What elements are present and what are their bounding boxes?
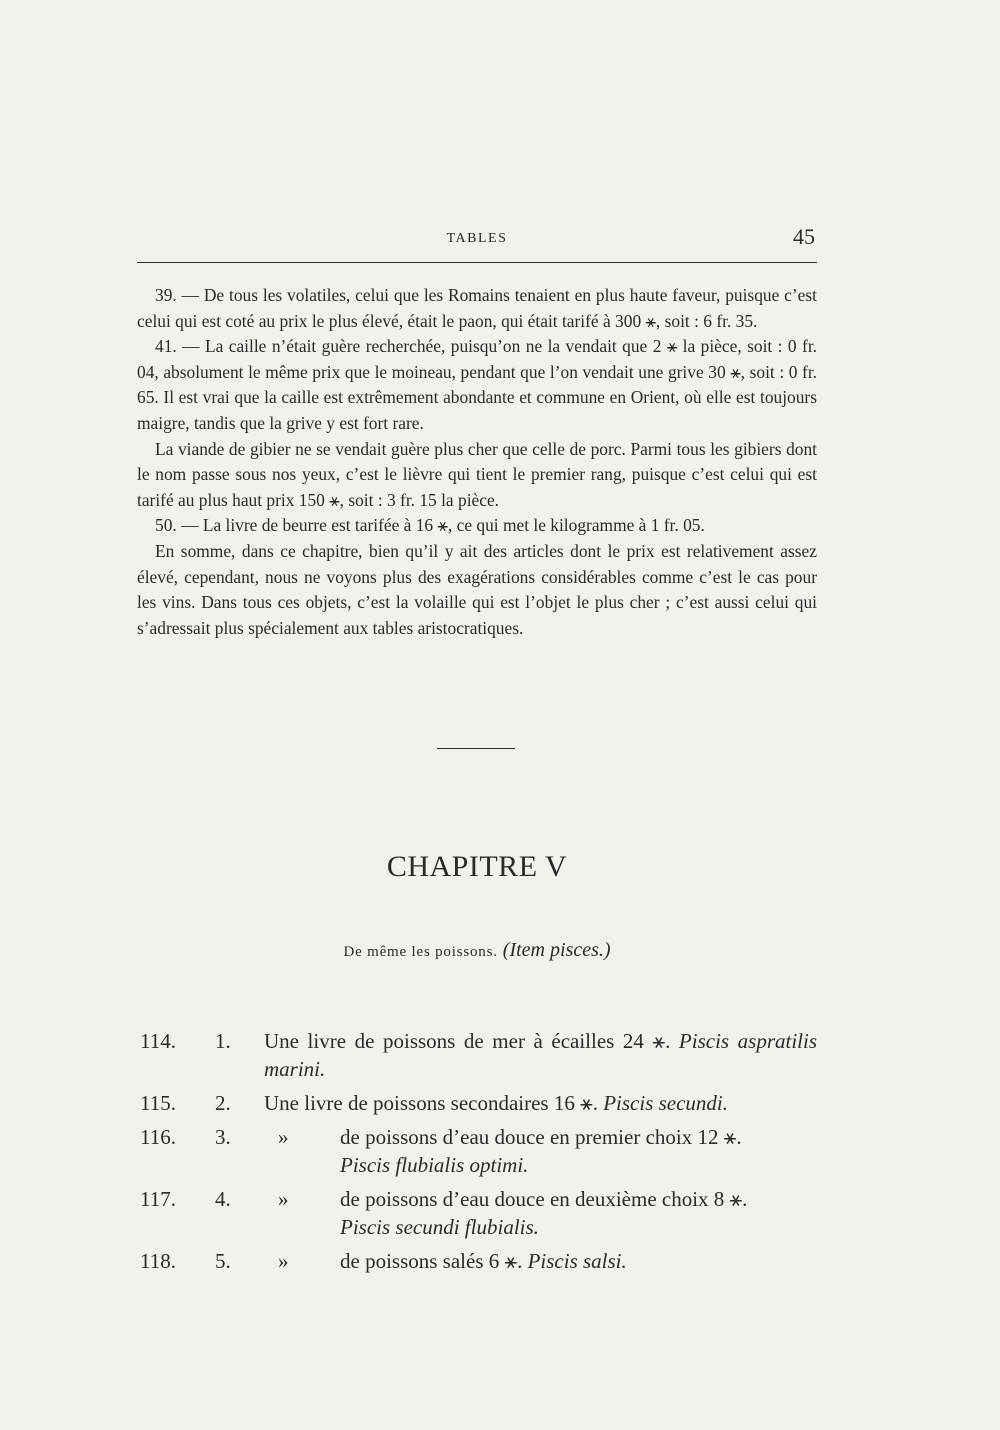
chapter-subtitle-latin: (Item pisces.) (502, 939, 611, 961)
item-description: de poissons d’eau douce en premier choix 12 ⚹. (340, 1125, 742, 1149)
item-latin: Piscis secundi flubialis. (340, 1215, 539, 1239)
item-description: Une livre de poissons de mer à écailles 24 ⚹. (264, 1029, 671, 1053)
item-latin: Piscis aspratilis marini. (264, 1029, 818, 1081)
section-separator (437, 748, 515, 749)
ditto-mark: » (278, 1249, 289, 1273)
item-number: 117. (140, 1187, 176, 1211)
paragraph: 39. — De tous les volatiles, celui que les Romains tenaient en plus haute faveur, puisque c’est celui qui est coté au prix le plus élevé, était le paon, qui était tarifé à 300 ⚹, soit : 6 fr. 35. (137, 285, 817, 331)
chapter-subtitle-caps: De même les poissons. (343, 944, 498, 960)
item-subnumber: 2. (215, 1091, 231, 1115)
item-description: Une livre de poissons secondaires 16 ⚹. (264, 1091, 598, 1115)
paragraph: La viande de gibier ne se vendait guère plus cher que celle de porc. Parmi tous les gibiers dont le nom passe sous nos yeux, c’est le lièvre qui tient le premier rang, puisque c’est celui qui est tarifé au plus haut prix 150 ⚹, soit : 3 fr. 15 la pièce. (137, 438, 817, 510)
item-number: 116. (140, 1125, 176, 1149)
list-item (137, 1089, 817, 1117)
price-list (137, 1027, 817, 1281)
ditto-mark: » (278, 1187, 289, 1211)
chapter-subtitle (137, 939, 817, 962)
commentary-text (137, 283, 817, 641)
page-header (137, 224, 817, 258)
page-number: 45 (793, 224, 815, 249)
item-subnumber: 4. (215, 1187, 231, 1211)
item-subnumber: 3. (215, 1125, 231, 1149)
item-description: de poissons salés 6 ⚹. (340, 1249, 523, 1273)
item-latin: Piscis flubialis optimi. (340, 1153, 529, 1177)
paragraph: 41. — La caille n’était guère recherchée, puisqu’on ne la vendait que 2 ⚹ la pièce, soit : 0 fr. 04, absolument le même prix que le moineau, pendant que l’on vendait une grive 30 ⚹, soit : 0 fr. 65. Il est vrai que la caille est extrêmement abondante et commune en Orient, où elle est toujours maigre, tandis que la grive y est fort rare. (137, 336, 817, 433)
item-text (340, 1123, 817, 1179)
item-subnumber: 1. (215, 1029, 231, 1053)
item-description: de poissons d’eau douce en deuxième choix 8 ⚹. (340, 1187, 748, 1211)
item-number: 114. (140, 1029, 176, 1053)
header-rule (137, 262, 817, 263)
paragraph: En somme, dans ce chapitre, bien qu’il y ait des articles dont le prix est relativement assez élevé, cependant, nous ne voyons plus des exagérations considérables comme c’est le cas pour les vins. Dans tous ces objets, c’est la volaille qui est l’objet le plus cher ; c’est aussi celui qui s’adressait plus spécialement aux tables aristocratiques. (137, 540, 817, 638)
item-text (264, 1089, 817, 1117)
item-text (340, 1247, 817, 1275)
item-latin: Piscis salsi. (527, 1249, 627, 1273)
list-item (137, 1123, 817, 1179)
chapter-title: CHAPITRE V (386, 850, 568, 883)
list-item (137, 1185, 817, 1241)
item-subnumber: 5. (215, 1249, 231, 1273)
item-text (264, 1027, 817, 1083)
item-text (340, 1185, 817, 1241)
ditto-mark: » (278, 1125, 289, 1149)
item-number: 115. (140, 1091, 176, 1115)
running-title: TABLES (446, 231, 508, 246)
list-item (137, 1247, 817, 1275)
paragraph: 50. — La livre de beurre est tarifée à 16 ⚹, ce qui met le kilogramme à 1 fr. 05. (155, 515, 705, 536)
item-number: 118. (140, 1249, 176, 1273)
item-latin: Piscis secundi. (603, 1091, 729, 1115)
list-item (137, 1027, 817, 1083)
